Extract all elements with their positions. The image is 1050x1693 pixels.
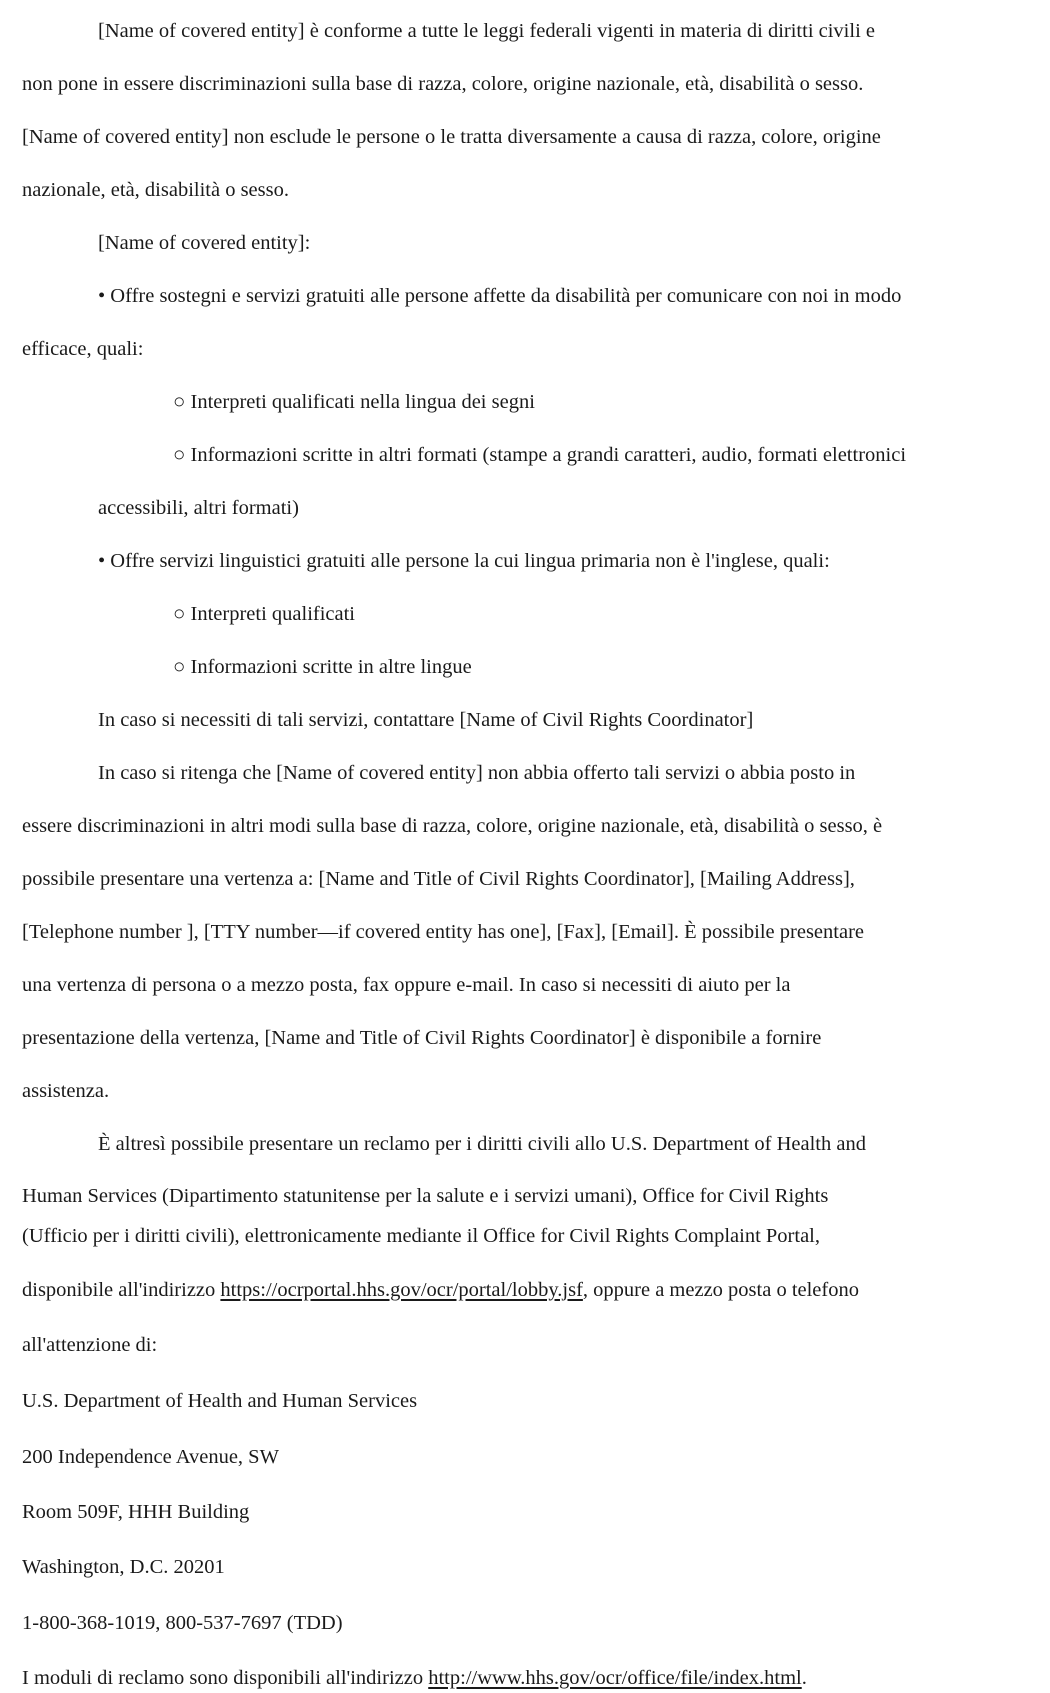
paragraph-4-line-3: possibile presentare una vertenza a: [Name and Title of Civil Rights Coordinator], [Mailing Address], [22,868,855,890]
sub-bullet-2-line-2: accessibili, altri formati) [98,497,299,519]
sub-bullet-4: ○ Informazioni scritte in altre lingue [173,656,472,678]
sub-bullet-3: ○ Interpreti qualificati [173,603,355,625]
paragraph-4-line-6: presentazione della vertenza, [Name and Title of Civil Rights Coordinator] è disponibile a fornire [22,1027,822,1049]
address-city: Washington, D.C. 20201 [22,1556,225,1578]
paragraph-1-line-3: [Name of covered entity] non esclude le persone o le tratta diversamente a causa di razza, colore, origine [22,126,881,148]
complaint-forms-line [22,1668,807,1689]
complaint-forms-suffix: . [801,1667,807,1689]
paragraph-5-line-4 [22,1280,859,1301]
paragraph-4-line-7: assistenza. [22,1080,110,1102]
bullet-1-line-2: efficace, quali: [22,338,144,360]
paragraph-5-line-4-prefix: disponibile all'indirizzo [22,1279,221,1301]
paragraph-1-line-2: non pone in essere discriminazioni sulla base di razza, colore, origine nazionale, età, disabilità o sesso. [22,73,864,95]
paragraph-3: In caso si necessiti di tali servizi, contattare [Name of Civil Rights Coordinator] [98,709,754,731]
paragraph-5-line-4-suffix: , oppure a mezzo posta o telefono [582,1279,859,1301]
paragraph-5-line-2: Human Services (Dipartimento statunitense per la salute e i servizi umani), Office for Civil Rights [22,1185,829,1207]
paragraph-1-line-1: [Name of covered entity] è conforme a tutte le leggi federali vigenti in materia di diritti civili e [98,20,875,42]
complaint-forms-prefix: I moduli di reclamo sono disponibili all'indirizzo [22,1667,429,1689]
paragraph-4-line-5: una vertenza di persona o a mezzo posta, fax oppure e-mail. In caso si necessiti di aiuto per la [22,974,791,996]
hhs-forms-link[interactable]: http://www.hhs.gov/ocr/office/file/index.html [428,1667,802,1689]
address-phone: 1-800-368-1019, 800-537-7697 (TDD) [22,1612,343,1634]
paragraph-4-line-4: [Telephone number ], [TTY number—if covered entity has one], [Fax], [Email]. È possibile presentare [22,921,865,943]
sub-bullet-2-line-1: ○ Informazioni scritte in altri formati (stampe a grandi caratteri, audio, formati elettronici [173,444,907,466]
paragraph-5-line-5: all'attenzione di: [22,1334,158,1356]
paragraph-4-line-2: essere discriminazioni in altri modi sulla base di razza, colore, origine nazionale, età, disabilità o sesso, è [22,815,883,837]
paragraph-5-line-3: (Ufficio per i diritti civili), elettronicamente mediante il Office for Civil Rights Complaint Portal, [22,1225,820,1247]
paragraph-1-line-4: nazionale, età, disabilità o sesso. [22,179,289,201]
ocr-portal-link[interactable]: https://ocrportal.hhs.gov/ocr/portal/lobby.jsf [220,1279,583,1301]
sub-bullet-1: ○ Interpreti qualificati nella lingua dei segni [173,391,535,413]
bullet-2: • Offre servizi linguistici gratuiti alle persone la cui lingua primaria non è l'inglese, quali: [98,550,830,572]
address-org: U.S. Department of Health and Human Services [22,1390,418,1412]
bullet-1-line-1: • Offre sostegni e servizi gratuiti alle persone affette da disabilità per comunicare con noi in modo [98,285,902,307]
address-room: Room 509F, HHH Building [22,1501,250,1523]
paragraph-2: [Name of covered entity]: [98,232,311,254]
address-street: 200 Independence Avenue, SW [22,1446,279,1468]
paragraph-4-line-1: In caso si ritenga che [Name of covered entity] non abbia offerto tali servizi o abbia posto in [98,762,856,784]
paragraph-5-line-1: È altresì possibile presentare un reclamo per i diritti civili allo U.S. Department of Health and [98,1133,866,1155]
